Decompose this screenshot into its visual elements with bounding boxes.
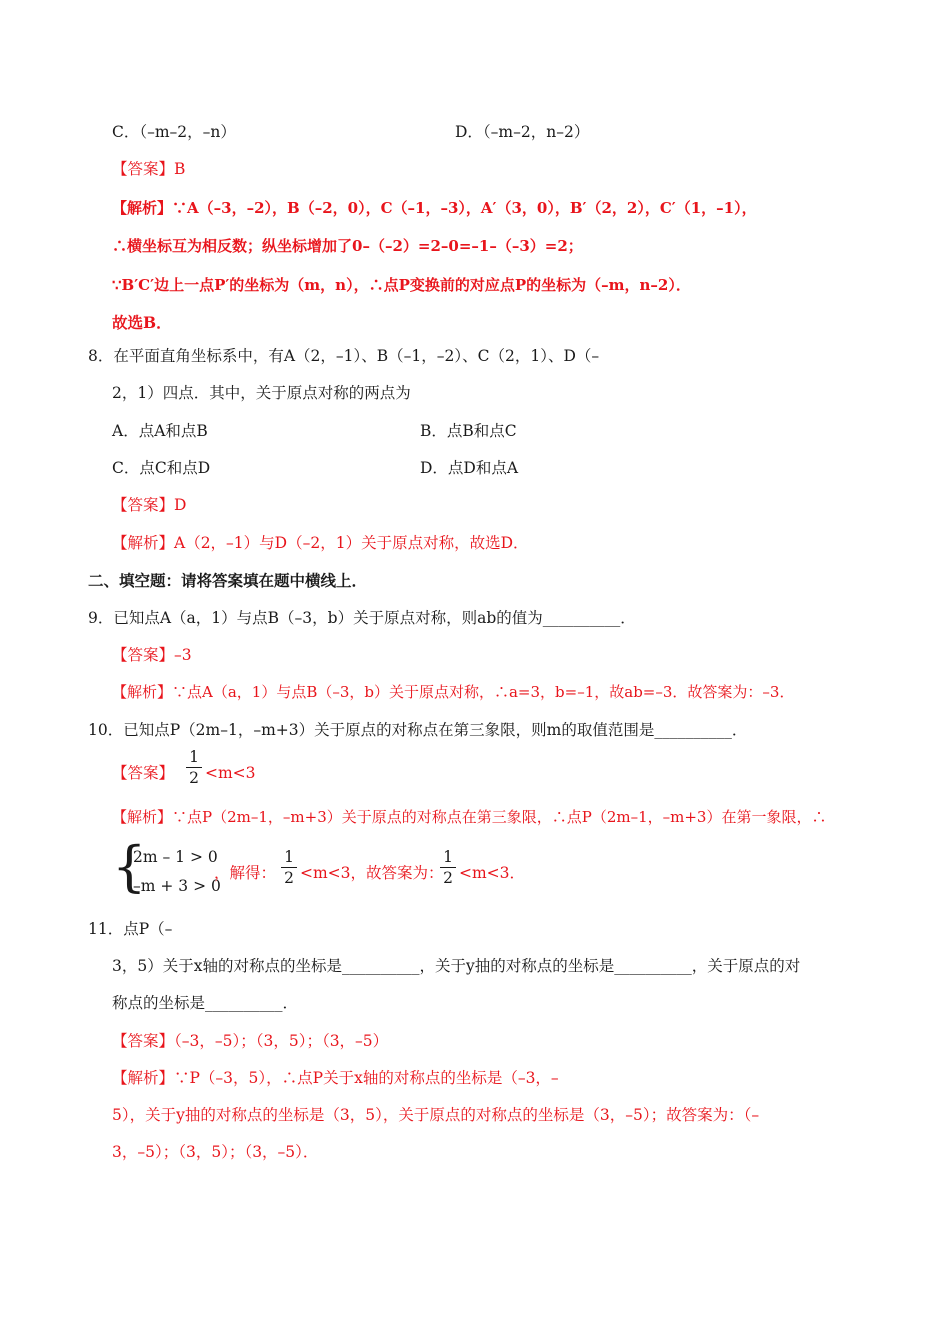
q10-answer-tail: <m<3 [205,764,256,782]
q7-answer: 【答案】B [112,160,186,178]
fraction-numerator: 1 [189,748,199,766]
q10-explanation-line1: 【解析】∵点P（2m–1，–m+3）关于原点的对称点在第三象限，∴点P（2m–1，–m+3）在第一象限，∴ [112,808,827,826]
q7-explanation-line4: 故选B． [112,313,172,332]
q9-stem: 9．已知点A（a，1）与点B（–3，b）关于原点对称，则ab的值为__________． [88,609,636,627]
fraction-numerator: 1 [443,848,453,866]
q9-answer: 【答案】–3 [112,646,192,664]
q10-solve-label: ，解得： [214,864,277,882]
q11-explanation-line3: 3，–5）；（3，5）；（3，–5）． [112,1143,319,1161]
q9-explanation: 【解析】∵点A（a，1）与点B（–3，b）关于原点对称，∴a=3，b=–1，故ab=–3．故答案为：–3． [112,683,795,701]
q7-explanation-line3: ∵B′C′边上一点P′的坐标为（m，n），∴点P变换前的对应点P的坐标为（–m，n–2）． [112,276,691,294]
q11-explanation-line1: 【解析】∵P（–3，5），∴点P关于x轴的对称点的坐标是（–3，– [112,1069,559,1087]
q10-solve-fraction [281,848,297,887]
inequality-1: 2m – 1 > 0 [133,848,218,866]
q10-final-tail: <m<3． [459,864,526,882]
q8-option-d: D．点D和点A [420,459,519,477]
q10-stem: 10．已知点P（2m–1，–m+3）关于原点的对称点在第三象限，则m的取值范围是__________． [88,721,748,739]
fraction-denominator: 2 [284,869,294,887]
q7-option-d: D．（–m–2，n–2） [455,123,590,141]
q11-explanation-line2: 5），关于y抽的对称点的坐标是（3，5），关于原点的对称点的坐标是（3，–5）；故答案为：（– [112,1106,760,1124]
fraction-denominator: 2 [443,869,453,887]
fraction-bar [281,867,297,868]
fraction-bar [440,867,456,868]
q7-explanation-line1: 【解析】∵A（–3，–2），B（–2，0），C（–1，–3），A′（3，0），B′（2，2），C′（1，–1）， [112,199,757,217]
q8-explanation: 【解析】A（2，–1）与D（–2，1）关于原点对称，故选D． [112,534,529,552]
q10-answer-fraction [186,748,202,787]
fraction-bar [186,767,202,768]
q11-stem-line3: 称点的坐标是__________． [112,994,299,1012]
section-heading-fill-blank: 二、填空题：请将答案填在题中横线上． [88,571,368,590]
q8-stem-line1: 8．在平面直角坐标系中，有A（2，–1）、B（–1，–2）、C（2，1）、D（– [88,347,600,365]
q8-option-b: B．点B和点C [420,422,517,440]
q10-solve-tail: <m<3，故答案为： [300,864,444,882]
q8-option-c: C．点C和点D [112,459,211,477]
q8-answer: 【答案】D [112,496,187,514]
q10-final-fraction [440,848,456,887]
inequality-system-brace: { [112,835,147,898]
q8-option-a: A．点A和点B [112,422,208,440]
inequality-2: –m + 3 > 0 [133,877,221,895]
fraction-numerator: 1 [284,848,294,866]
q7-option-c: C．（–m–2，–n） [112,123,236,141]
q10-answer-label: 【答案】 [112,764,175,782]
q11-stem-line1: 11．点P（– [88,920,173,938]
q8-stem-line2: 2，1）四点．其中，关于原点对称的两点为 [112,384,411,402]
fraction-denominator: 2 [189,769,199,787]
q7-explanation-line2: ∴横坐标互为相反数；纵坐标增加了0–（–2）=2–0=–1–（–3）=2； [112,237,583,255]
q11-answer: 【答案】（–3，–5）；（3，5）；（3，–5） [112,1032,389,1050]
q11-stem-line2: 3，5）关于x轴的对称点的坐标是__________，关于y抽的对称点的坐标是__________，关于原点的对 [112,957,801,975]
